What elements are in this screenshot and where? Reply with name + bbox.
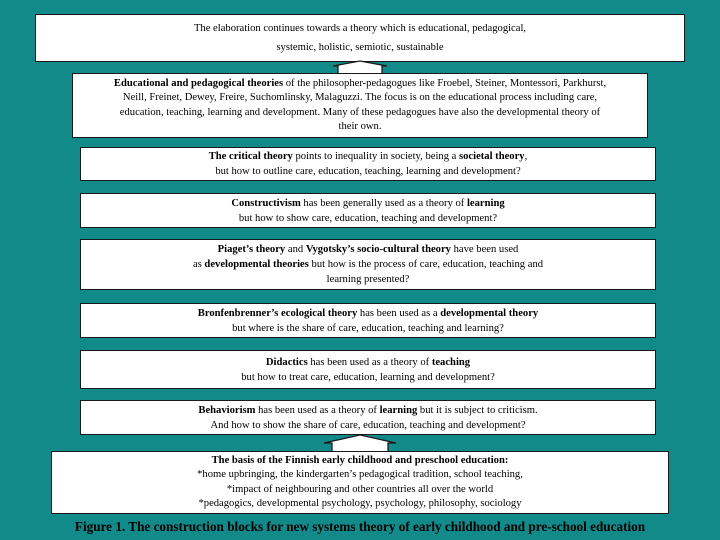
- box-bronfenbrenner: [80, 303, 656, 338]
- constructivism-learning-bold: learning: [466, 197, 505, 209]
- bronfenbrenner-text: has been used as a: [357, 307, 441, 319]
- box-systems-theory-line-1: The elaboration continues towards a theory which is educational, pedagogical,: [193, 23, 527, 34]
- educational-theories-line-2: Neill, Freinet, Dewey, Freire, Suchomlinsky, Malaguzzi. The focus is on the educational process including care,: [122, 92, 598, 103]
- bronfenbrenner-bold: Bronfenbrenner’s ecological theory: [197, 307, 358, 319]
- didactics-line-2: but how to treat care, education, learning and development?: [241, 371, 495, 383]
- developmental-theories-bold: developmental theories: [204, 259, 309, 270]
- behaviorism-learning-bold: learning: [379, 404, 418, 416]
- behaviorism-text: has been used as a theory of: [255, 404, 380, 416]
- finnish-basis-line-4: *pedagogics, developmental psychology, psychology, philosophy, sociology: [198, 498, 522, 509]
- critical-theory-text: points to inequality in society, being a: [292, 151, 459, 162]
- box-systems-theory-line-2: systemic, holistic, semiotic, sustainable: [276, 42, 444, 53]
- piaget-and-text: and: [285, 244, 306, 255]
- critical-theory-comma: ,: [524, 151, 528, 162]
- educational-theories-text-1: of the philosopher-pedagogues like Froebel, Steiner, Montessori, Parkhurst,: [283, 77, 607, 89]
- critical-theory-line-2: but how to outline care, education, teaching, learning and development?: [215, 166, 521, 177]
- piaget-theory-bold: Piaget’s theory: [217, 244, 286, 255]
- didactics-bold: Didactics: [265, 356, 308, 368]
- box-finnish-basis: [51, 451, 669, 514]
- behaviorism-line-2: And how to show the share of care, education, teaching and development?: [210, 419, 526, 431]
- educational-theories-bold: Educational and pedagogical theories: [113, 77, 284, 89]
- box-critical-theory: [80, 147, 656, 181]
- finnish-basis-line-3: *impact of neighbouring and other countries all over the world: [226, 483, 494, 495]
- box-didactics: [80, 350, 656, 389]
- box-piaget-vygotsky: [80, 239, 656, 290]
- box-systems-theory: [35, 14, 685, 62]
- constructivism-text: has been generally used as a theory of: [300, 197, 467, 209]
- educational-theories-line-3: education, teaching, learning and development. Many of these pedagogues have also the developmental theory of: [119, 106, 601, 118]
- constructivism-bold: Constructivism: [231, 197, 301, 209]
- bronfenbrenner-line-2: but where is the share of care, education, teaching and learning?: [232, 322, 504, 334]
- piaget-text-2: but how is the process of care, education, teaching and: [308, 259, 544, 270]
- behaviorism-bold: Behaviorism: [198, 404, 256, 416]
- piaget-as-text: as: [192, 259, 205, 270]
- piaget-line-3: learning presented?: [326, 274, 410, 285]
- box-constructivism: [80, 193, 656, 228]
- figure-caption: Figure 1. The construction blocks for new systems theory of early childhood and pre-school education: [74, 519, 646, 534]
- behaviorism-criticism-text: but it is subject to criticism.: [417, 404, 538, 416]
- piaget-text-1: have been used: [450, 244, 519, 255]
- finnish-basis-line-2: *home upbringing, the kindergarten’s pedagogical tradition, school teaching,: [197, 469, 523, 480]
- finnish-basis-title: The basis of the Finnish early childhood and preschool education:: [211, 454, 509, 466]
- educational-theories-line-4: their own.: [338, 121, 382, 132]
- bronfenbrenner-developmental-bold: developmental theory: [440, 307, 539, 319]
- box-behaviorism: [80, 400, 656, 435]
- vygotsky-theory-bold: Vygotsky’s socio-cultural theory: [305, 244, 451, 255]
- critical-theory-bold: The critical theory: [208, 151, 293, 162]
- constructivism-line-2: but how to show care, education, teaching and development?: [238, 212, 498, 224]
- societal-theory-bold: societal theory: [459, 151, 525, 162]
- didactics-teaching-bold: teaching: [431, 356, 471, 368]
- didactics-text: has been used as a theory of: [307, 356, 432, 368]
- box-educational-theories: [72, 73, 648, 138]
